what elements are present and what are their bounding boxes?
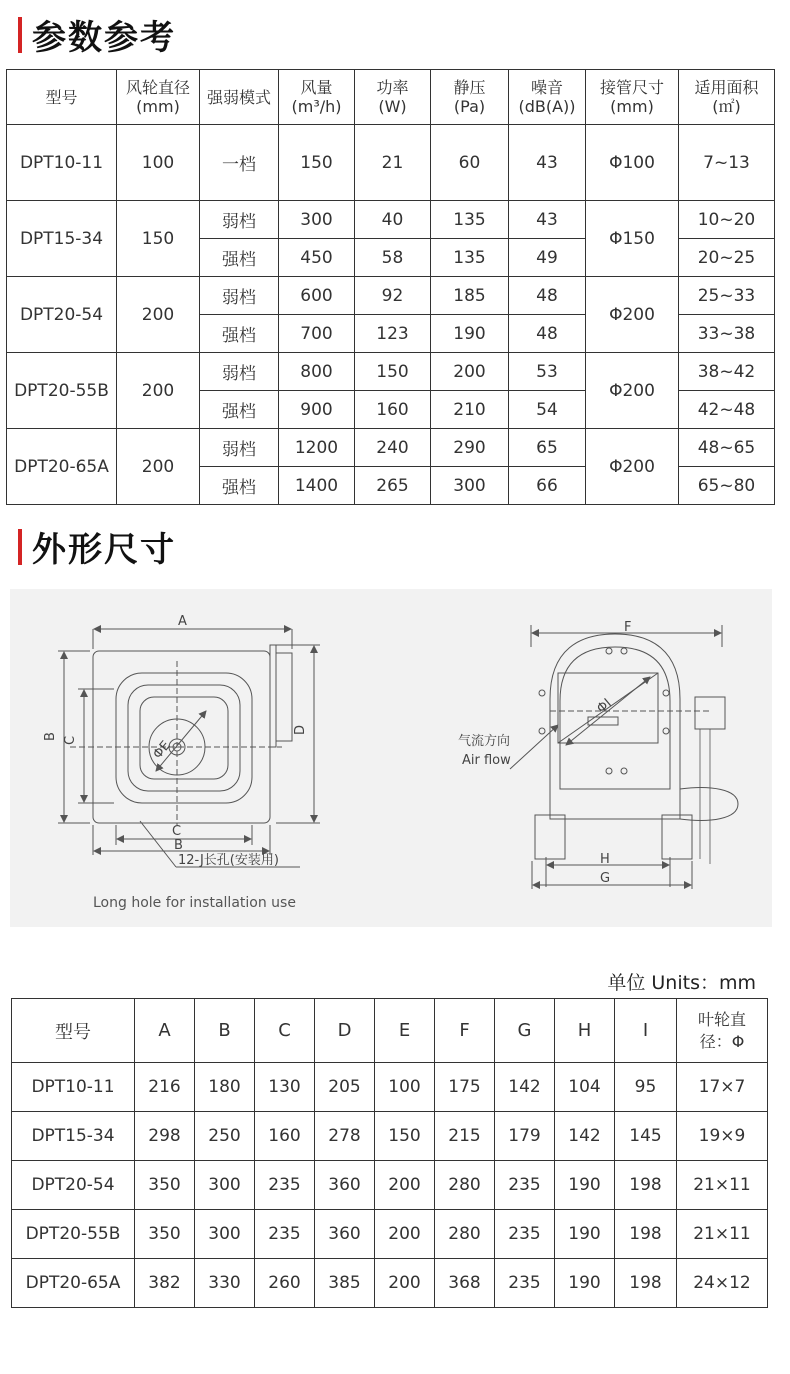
cell-mode: 一档 bbox=[200, 125, 279, 201]
cell-pressure: 135 bbox=[431, 239, 509, 277]
table-row bbox=[7, 125, 775, 201]
side-inner bbox=[560, 647, 670, 789]
label-b-bottom: B bbox=[174, 838, 183, 853]
table-row bbox=[7, 429, 775, 467]
table-row bbox=[12, 1259, 768, 1308]
cell-pipe: Φ200 bbox=[586, 353, 679, 429]
header-pipe-size: 接管尺寸 (mm) bbox=[586, 70, 679, 125]
cell-g: 179 bbox=[495, 1112, 555, 1161]
cell-pressure: 210 bbox=[431, 391, 509, 429]
cell-mode: 强档 bbox=[200, 315, 279, 353]
cell-model: DPT20-54 bbox=[7, 277, 117, 353]
cell-power: 240 bbox=[355, 429, 431, 467]
cell-impeller: 21×11 bbox=[677, 1161, 768, 1210]
cell-area: 20~25 bbox=[679, 239, 775, 277]
cell-mode: 弱档 bbox=[200, 201, 279, 239]
label-f: F bbox=[624, 620, 632, 635]
cell-pressure: 290 bbox=[431, 429, 509, 467]
cell-power: 123 bbox=[355, 315, 431, 353]
cell-wheel: 200 bbox=[117, 429, 200, 505]
header-wheel-diameter: 风轮直径 (mm) bbox=[117, 70, 200, 125]
cell-e: 200 bbox=[375, 1161, 435, 1210]
cell-pressure: 300 bbox=[431, 467, 509, 505]
cell-pressure: 185 bbox=[431, 277, 509, 315]
cell-noise: 48 bbox=[509, 277, 586, 315]
cell-f: 175 bbox=[435, 1063, 495, 1112]
header-airflow: 风量 (m³/h) bbox=[279, 70, 355, 125]
dimensions-table bbox=[11, 998, 768, 1308]
cell-mode: 弱档 bbox=[200, 353, 279, 391]
cell-e: 150 bbox=[375, 1112, 435, 1161]
cell-noise: 43 bbox=[509, 201, 586, 239]
cell-impeller: 17×7 bbox=[677, 1063, 768, 1112]
cell-i: 95 bbox=[615, 1063, 677, 1112]
table-row bbox=[12, 1112, 768, 1161]
cell-area: 33~38 bbox=[679, 315, 775, 353]
cell-wheel: 150 bbox=[117, 201, 200, 277]
diagram-drawing bbox=[10, 589, 772, 927]
label-h: H bbox=[600, 852, 610, 867]
cell-pressure: 135 bbox=[431, 201, 509, 239]
cell-power: 160 bbox=[355, 391, 431, 429]
params-table bbox=[6, 69, 775, 505]
cell-area: 48~65 bbox=[679, 429, 775, 467]
title-accent-bar bbox=[18, 529, 22, 565]
outer-frame bbox=[93, 651, 270, 823]
unit-label: 单位 Units：mm bbox=[607, 972, 756, 994]
cell-power: 40 bbox=[355, 201, 431, 239]
cell-c: 260 bbox=[255, 1259, 315, 1308]
cell-mode: 强档 bbox=[200, 391, 279, 429]
side-view bbox=[510, 625, 738, 889]
cell-a: 216 bbox=[135, 1063, 195, 1112]
cell-pressure: 190 bbox=[431, 315, 509, 353]
label-c: C bbox=[63, 735, 78, 745]
dims-header-d: D bbox=[315, 999, 375, 1063]
cell-a: 298 bbox=[135, 1112, 195, 1161]
cell-wheel: 200 bbox=[117, 277, 200, 353]
dims-header-h: H bbox=[555, 999, 615, 1063]
cell-impeller: 24×12 bbox=[677, 1259, 768, 1308]
dims-header-model: 型号 bbox=[12, 999, 135, 1063]
cell-power: 150 bbox=[355, 353, 431, 391]
cell-g: 235 bbox=[495, 1259, 555, 1308]
cell-noise: 48 bbox=[509, 315, 586, 353]
label-a: A bbox=[178, 614, 187, 629]
table-row bbox=[12, 1161, 768, 1210]
cell-mode: 弱档 bbox=[200, 429, 279, 467]
cell-model: DPT20-65A bbox=[7, 429, 117, 505]
cell-power: 265 bbox=[355, 467, 431, 505]
cell-e: 100 bbox=[375, 1063, 435, 1112]
cell-d: 278 bbox=[315, 1112, 375, 1161]
dims-header-c: C bbox=[255, 999, 315, 1063]
dims-header-impeller: 叶轮直 径：Φ bbox=[677, 999, 768, 1063]
header-power: 功率 (W) bbox=[355, 70, 431, 125]
label-c-bottom: C bbox=[172, 824, 182, 839]
cell-model: DPT20-55B bbox=[12, 1210, 135, 1259]
cell-power: 92 bbox=[355, 277, 431, 315]
params-title-text: 参数参考 bbox=[32, 18, 176, 58]
cell-noise: 66 bbox=[509, 467, 586, 505]
cell-model: DPT20-54 bbox=[12, 1161, 135, 1210]
cell-noise: 49 bbox=[509, 239, 586, 277]
params-header-row bbox=[7, 70, 775, 125]
cell-impeller: 19×9 bbox=[677, 1112, 768, 1161]
cell-pressure: 200 bbox=[431, 353, 509, 391]
cell-h: 190 bbox=[555, 1161, 615, 1210]
label-g: G bbox=[600, 871, 611, 886]
cell-airflow: 700 bbox=[279, 315, 355, 353]
dims-header-i: I bbox=[615, 999, 677, 1063]
cell-wheel: 100 bbox=[117, 125, 200, 201]
cell-f: 368 bbox=[435, 1259, 495, 1308]
cell-i: 145 bbox=[615, 1112, 677, 1161]
motor-box bbox=[695, 697, 725, 729]
label-e: ΦE bbox=[150, 738, 174, 763]
cell-g: 142 bbox=[495, 1063, 555, 1112]
cell-power: 21 bbox=[355, 125, 431, 201]
header-mode: 强弱模式 bbox=[200, 70, 279, 125]
cell-d: 360 bbox=[315, 1210, 375, 1259]
dims-header-row bbox=[12, 999, 768, 1063]
params-section-title bbox=[18, 10, 176, 59]
side-body bbox=[550, 634, 680, 819]
cell-area: 38~42 bbox=[679, 353, 775, 391]
cell-model: DPT15-34 bbox=[12, 1112, 135, 1161]
dims-header-a: A bbox=[135, 999, 195, 1063]
cell-d: 205 bbox=[315, 1063, 375, 1112]
cell-model: DPT10-11 bbox=[7, 125, 117, 201]
cell-airflow: 1400 bbox=[279, 467, 355, 505]
shape-section-title bbox=[18, 522, 176, 571]
dims-header-g: G bbox=[495, 999, 555, 1063]
cell-f: 280 bbox=[435, 1210, 495, 1259]
cell-pipe: Φ100 bbox=[586, 125, 679, 201]
cell-power: 58 bbox=[355, 239, 431, 277]
cell-pipe: Φ200 bbox=[586, 429, 679, 505]
cell-area: 65~80 bbox=[679, 467, 775, 505]
side-plate bbox=[270, 645, 276, 747]
right-leg bbox=[662, 815, 692, 859]
cell-area: 25~33 bbox=[679, 277, 775, 315]
cell-noise: 65 bbox=[509, 429, 586, 467]
cell-i: 198 bbox=[615, 1161, 677, 1210]
cell-airflow: 150 bbox=[279, 125, 355, 201]
cell-g: 235 bbox=[495, 1161, 555, 1210]
cell-mode: 弱档 bbox=[200, 277, 279, 315]
cell-airflow: 800 bbox=[279, 353, 355, 391]
cell-b: 330 bbox=[195, 1259, 255, 1308]
cell-airflow: 450 bbox=[279, 239, 355, 277]
cell-h: 142 bbox=[555, 1112, 615, 1161]
cell-airflow: 600 bbox=[279, 277, 355, 315]
dims-header-e: E bbox=[375, 999, 435, 1063]
cell-i: 198 bbox=[615, 1210, 677, 1259]
table-row bbox=[12, 1210, 768, 1259]
header-noise: 噪音 (dB(A)) bbox=[509, 70, 586, 125]
side-flange bbox=[276, 653, 292, 741]
cell-f: 280 bbox=[435, 1161, 495, 1210]
cell-airflow: 300 bbox=[279, 201, 355, 239]
cell-airflow: 1200 bbox=[279, 429, 355, 467]
cell-c: 235 bbox=[255, 1210, 315, 1259]
cell-wheel: 200 bbox=[117, 353, 200, 429]
cell-noise: 53 bbox=[509, 353, 586, 391]
cell-a: 350 bbox=[135, 1161, 195, 1210]
label-d: D bbox=[293, 724, 308, 735]
cell-model: DPT20-55B bbox=[7, 353, 117, 429]
left-leg bbox=[535, 815, 565, 859]
cell-b: 300 bbox=[195, 1210, 255, 1259]
header-static-pressure: 静压 (Pa) bbox=[431, 70, 509, 125]
cell-g: 235 bbox=[495, 1210, 555, 1259]
cell-area: 10~20 bbox=[679, 201, 775, 239]
shape-title-text: 外形尺寸 bbox=[32, 530, 176, 570]
cell-pressure: 60 bbox=[431, 125, 509, 201]
table-row bbox=[12, 1063, 768, 1112]
dims-header-f: F bbox=[435, 999, 495, 1063]
cell-area: 7~13 bbox=[679, 125, 775, 201]
cell-mode: 强档 bbox=[200, 239, 279, 277]
label-i: ΦI bbox=[594, 695, 615, 717]
table-row bbox=[7, 201, 775, 239]
cell-a: 382 bbox=[135, 1259, 195, 1308]
cell-noise: 54 bbox=[509, 391, 586, 429]
label-airflow-en: Air flow bbox=[462, 753, 511, 768]
cell-c: 160 bbox=[255, 1112, 315, 1161]
cell-impeller: 21×11 bbox=[677, 1210, 768, 1259]
title-accent-bar bbox=[18, 17, 22, 53]
cell-model: DPT15-34 bbox=[7, 201, 117, 277]
dims-header-b: B bbox=[195, 999, 255, 1063]
cell-c: 235 bbox=[255, 1161, 315, 1210]
cell-noise: 43 bbox=[509, 125, 586, 201]
cell-mode: 强档 bbox=[200, 467, 279, 505]
cell-area: 42~48 bbox=[679, 391, 775, 429]
cell-f: 215 bbox=[435, 1112, 495, 1161]
cell-pipe: Φ200 bbox=[586, 277, 679, 353]
table-row bbox=[7, 277, 775, 315]
cell-b: 300 bbox=[195, 1161, 255, 1210]
cell-d: 385 bbox=[315, 1259, 375, 1308]
motor-body bbox=[680, 788, 738, 821]
cell-b: 180 bbox=[195, 1063, 255, 1112]
cell-h: 190 bbox=[555, 1259, 615, 1308]
cell-pipe: Φ150 bbox=[586, 201, 679, 277]
cell-c: 130 bbox=[255, 1063, 315, 1112]
front-view bbox=[58, 629, 320, 867]
header-area: 适用面积 (㎡) bbox=[679, 70, 775, 125]
cell-h: 190 bbox=[555, 1210, 615, 1259]
long-hole-caption: Long hole for installation use bbox=[93, 895, 296, 911]
dimension-diagram bbox=[10, 589, 772, 927]
cell-d: 360 bbox=[315, 1161, 375, 1210]
header-model: 型号 bbox=[7, 70, 117, 125]
label-b: B bbox=[43, 732, 58, 741]
cell-b: 250 bbox=[195, 1112, 255, 1161]
cell-airflow: 900 bbox=[279, 391, 355, 429]
cell-model: DPT10-11 bbox=[12, 1063, 135, 1112]
cell-a: 350 bbox=[135, 1210, 195, 1259]
label-holes: 12-J长孔(安装用) bbox=[178, 853, 279, 868]
cell-model: DPT20-65A bbox=[12, 1259, 135, 1308]
cell-i: 198 bbox=[615, 1259, 677, 1308]
table-row bbox=[7, 353, 775, 391]
cell-e: 200 bbox=[375, 1259, 435, 1308]
label-airflow-cn: 气流方向 bbox=[458, 734, 511, 749]
cell-e: 200 bbox=[375, 1210, 435, 1259]
cell-h: 104 bbox=[555, 1063, 615, 1112]
